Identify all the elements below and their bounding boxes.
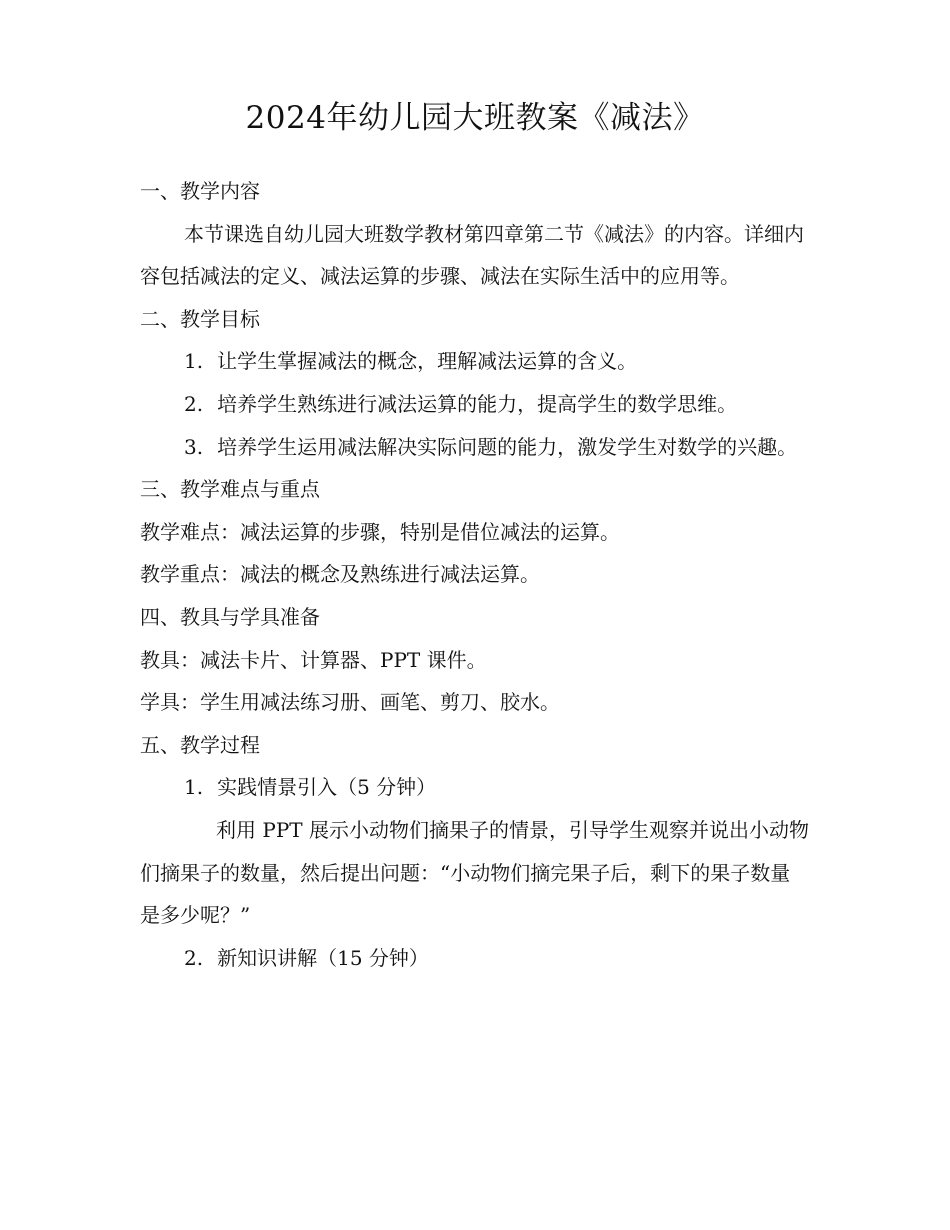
process-step-paragraph: 利用 PPT 展示小动物们摘果子的情景，引导学生观察并说出小动物们摘果子的数量，然后提出问题：“小动物们摘完果子后，剩下的果子数量是多少呢？” (140, 817, 809, 928)
list-text: 培养学生运用减法解决实际问题的能力，激发学生对数学的兴趣。 (217, 434, 798, 459)
teacher-materials-line: 教具：减法卡片、计算器、PPT 课件。 (140, 647, 487, 672)
section-heading-process: 五、教学过程 (140, 732, 260, 757)
list-text: 培养学生熟练进行减法运算的能力，提高学生的数学思维。 (217, 391, 738, 416)
content-paragraph: 本节课选自幼儿园大班数学教材第四章第二节《减法》的内容。详细内容包括减法的定义、减法运算的步骤、减法在实际生活中的应用等。 (140, 221, 804, 289)
list-text: 新知识讲解（15 分钟） (217, 945, 429, 970)
section-heading-materials: 四、教具与学具准备 (140, 604, 320, 629)
section-heading-content: 一、教学内容 (140, 179, 260, 203)
list-number: 1. (184, 775, 204, 800)
section-heading-difficulties: 三、教学难点与重点 (140, 477, 320, 502)
list-text: 实践情景引入（5 分钟） (217, 775, 437, 800)
document-body (140, 170, 810, 979)
objective-item (140, 426, 810, 469)
list-number: 3. (184, 434, 204, 459)
process-step (140, 937, 810, 980)
difficulty-line: 教学难点：减法运算的步骤，特别是借位减法的运算。 (140, 519, 620, 544)
section-heading-objectives: 二、教学目标 (140, 306, 260, 331)
objective-item (140, 340, 810, 383)
list-number: 2. (184, 391, 204, 416)
list-text: 让学生掌握减法的概念，理解减法运算的含义。 (217, 349, 638, 374)
objective-item (140, 383, 810, 426)
student-materials-line: 学具：学生用减法练习册、画笔、剪刀、胶水。 (140, 690, 560, 715)
key-point-line: 教学重点：减法的概念及熟练进行减法运算。 (140, 562, 540, 587)
list-number: 2. (184, 945, 204, 970)
process-step (140, 766, 810, 809)
list-number: 1. (184, 349, 204, 374)
document-title: 2024年幼儿园大班教案《减法》 (245, 100, 705, 136)
